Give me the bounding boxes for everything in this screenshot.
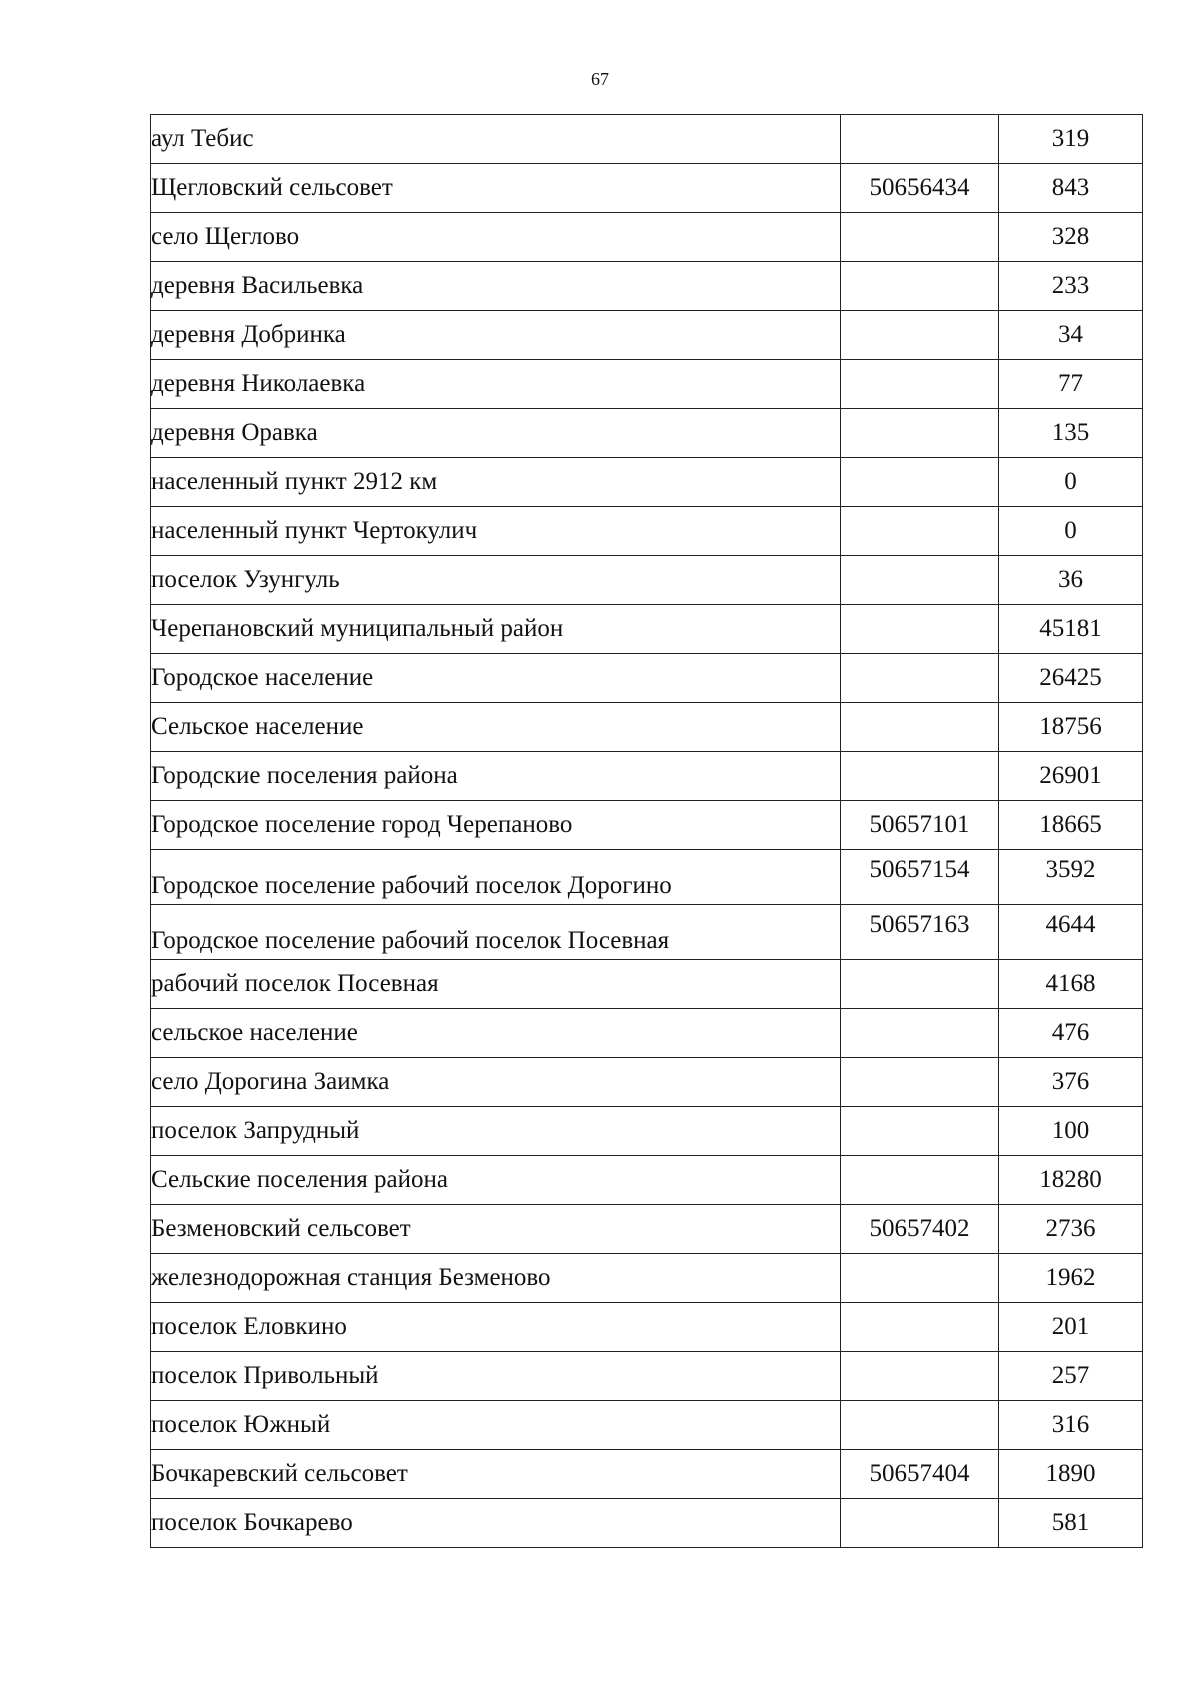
- population-value: 26901: [999, 752, 1143, 801]
- settlement-name: Городское население: [151, 654, 841, 703]
- settlement-name: деревня Добринка: [151, 311, 841, 360]
- population-value: 18280: [999, 1156, 1143, 1205]
- oktmo-code: 50657101: [841, 801, 999, 850]
- population-value: 0: [999, 507, 1143, 556]
- oktmo-code: [841, 752, 999, 801]
- settlement-name: деревня Николаевка: [151, 360, 841, 409]
- settlement-name: Городские поселения района: [151, 752, 841, 801]
- population-value: 3592: [999, 850, 1143, 905]
- settlement-name: Безменовский сельсовет: [151, 1205, 841, 1254]
- table-row: [151, 1254, 1143, 1303]
- table-row: [151, 458, 1143, 507]
- page-number: 67: [591, 69, 609, 89]
- table-row: [151, 1499, 1143, 1548]
- table-row: [151, 115, 1143, 164]
- oktmo-code: 50657163: [841, 905, 999, 960]
- population-value: 201: [999, 1303, 1143, 1352]
- population-value: 18756: [999, 703, 1143, 752]
- settlement-name: поселок Бочкарево: [151, 1499, 841, 1548]
- table-row: [151, 1352, 1143, 1401]
- population-value: 476: [999, 1009, 1143, 1058]
- settlement-name: Городское поселение рабочий поселок Посевная: [151, 905, 841, 960]
- oktmo-code: [841, 703, 999, 752]
- table-row: [151, 752, 1143, 801]
- population-value: 581: [999, 1499, 1143, 1548]
- table-row: [151, 905, 1143, 960]
- settlement-name: Сельское население: [151, 703, 841, 752]
- oktmo-code: [841, 1058, 999, 1107]
- population-table: [150, 114, 1143, 1548]
- table-row: [151, 311, 1143, 360]
- table-body: [151, 115, 1143, 1548]
- oktmo-code: [841, 556, 999, 605]
- table-row: [151, 262, 1143, 311]
- settlement-name: Черепановский муниципальный район: [151, 605, 841, 654]
- population-value: 1890: [999, 1450, 1143, 1499]
- population-value: 77: [999, 360, 1143, 409]
- oktmo-code: 50656434: [841, 164, 999, 213]
- settlement-name: Городское поселение рабочий поселок Дорогино: [151, 850, 841, 905]
- settlement-name: поселок Узунгуль: [151, 556, 841, 605]
- oktmo-code: [841, 1107, 999, 1156]
- table-row: [151, 1156, 1143, 1205]
- oktmo-code: [841, 409, 999, 458]
- settlement-name: Городское поселение город Черепаново: [151, 801, 841, 850]
- oktmo-code: [841, 311, 999, 360]
- settlement-name: сельское население: [151, 1009, 841, 1058]
- oktmo-code: [841, 262, 999, 311]
- oktmo-code: [841, 1009, 999, 1058]
- settlement-name: поселок Еловкино: [151, 1303, 841, 1352]
- table-row: [151, 360, 1143, 409]
- population-value: 45181: [999, 605, 1143, 654]
- settlement-name: поселок Южный: [151, 1401, 841, 1450]
- table-row: [151, 1205, 1143, 1254]
- population-value: 257: [999, 1352, 1143, 1401]
- table-row: [151, 1009, 1143, 1058]
- oktmo-code: [841, 1303, 999, 1352]
- table-row: [151, 409, 1143, 458]
- table-row: [151, 1303, 1143, 1352]
- population-value: 135: [999, 409, 1143, 458]
- table-row: [151, 1401, 1143, 1450]
- oktmo-code: [841, 458, 999, 507]
- settlement-name: поселок Привольный: [151, 1352, 841, 1401]
- oktmo-code: 50657402: [841, 1205, 999, 1254]
- settlement-name: село Щеглово: [151, 213, 841, 262]
- table-row: [151, 801, 1143, 850]
- table-row: [151, 605, 1143, 654]
- table-row: [151, 556, 1143, 605]
- settlement-name: поселок Запрудный: [151, 1107, 841, 1156]
- population-value: 4168: [999, 960, 1143, 1009]
- population-value: 319: [999, 115, 1143, 164]
- settlement-name: деревня Васильевка: [151, 262, 841, 311]
- oktmo-code: [841, 1401, 999, 1450]
- oktmo-code: [841, 960, 999, 1009]
- table-row: [151, 1058, 1143, 1107]
- settlement-name: аул Тебис: [151, 115, 841, 164]
- oktmo-code: [841, 213, 999, 262]
- settlement-name: рабочий поселок Посевная: [151, 960, 841, 1009]
- table-row: [151, 703, 1143, 752]
- population-value: 316: [999, 1401, 1143, 1450]
- oktmo-code: [841, 360, 999, 409]
- oktmo-code: [841, 1352, 999, 1401]
- oktmo-code: [841, 654, 999, 703]
- population-value: 100: [999, 1107, 1143, 1156]
- settlement-name: Сельские поселения района: [151, 1156, 841, 1205]
- population-value: 843: [999, 164, 1143, 213]
- population-value: 328: [999, 213, 1143, 262]
- oktmo-code: [841, 1499, 999, 1548]
- oktmo-code: [841, 507, 999, 556]
- population-value: 233: [999, 262, 1143, 311]
- oktmo-code: [841, 605, 999, 654]
- oktmo-code: [841, 1156, 999, 1205]
- settlement-name: Бочкаревский сельсовет: [151, 1450, 841, 1499]
- settlement-name: железнодорожная станция Безменово: [151, 1254, 841, 1303]
- oktmo-code: [841, 1254, 999, 1303]
- settlement-name: село Дорогина Заимка: [151, 1058, 841, 1107]
- table-row: [151, 507, 1143, 556]
- population-value: 18665: [999, 801, 1143, 850]
- population-value: 4644: [999, 905, 1143, 960]
- table-row: [151, 850, 1143, 905]
- population-value: 36: [999, 556, 1143, 605]
- table-row: [151, 654, 1143, 703]
- table-row: [151, 1450, 1143, 1499]
- population-value: 0: [999, 458, 1143, 507]
- population-value: 1962: [999, 1254, 1143, 1303]
- table-row: [151, 213, 1143, 262]
- population-value: 376: [999, 1058, 1143, 1107]
- oktmo-code: 50657154: [841, 850, 999, 905]
- settlement-name: населенный пункт 2912 км: [151, 458, 841, 507]
- table-row: [151, 1107, 1143, 1156]
- population-value: 26425: [999, 654, 1143, 703]
- oktmo-code: 50657404: [841, 1450, 999, 1499]
- table-row: [151, 960, 1143, 1009]
- population-value: 34: [999, 311, 1143, 360]
- settlement-name: населенный пункт Чертокулич: [151, 507, 841, 556]
- oktmo-code: [841, 115, 999, 164]
- table-row: [151, 164, 1143, 213]
- settlement-name: деревня Оравка: [151, 409, 841, 458]
- settlement-name: Щегловский сельсовет: [151, 164, 841, 213]
- population-value: 2736: [999, 1205, 1143, 1254]
